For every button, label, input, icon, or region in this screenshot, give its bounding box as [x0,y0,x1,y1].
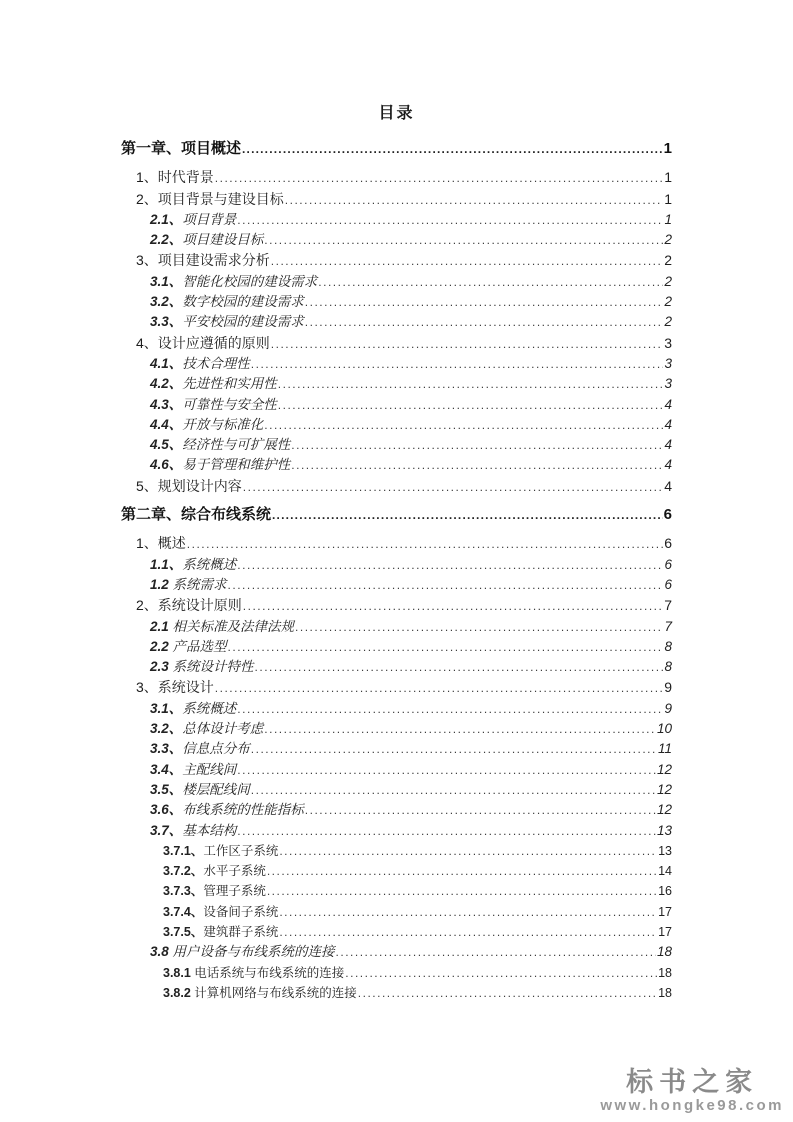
dot-leader [264,415,663,435]
toc-entry-label [150,395,277,415]
toc-entry-number: 1、 [136,169,158,186]
toc-entry-text: 时代背景 [157,169,214,186]
toc-entry-number: 1、 [136,535,158,552]
dot-leader [279,902,657,922]
toc-entry-label [163,922,278,942]
toc-entry-page-number: 3 [664,355,672,371]
toc-entry[interactable] [121,861,672,881]
toc-entry-text: 项目建设需求分析 [157,252,270,269]
dot-leader [318,272,663,292]
toc-entry[interactable] [121,435,672,455]
toc-entry-number: 3.7.2、 [163,864,204,879]
toc-entry[interactable] [121,354,672,374]
toc-entry[interactable] [121,292,672,312]
toc-title: 目录 [378,105,415,122]
toc-entry-number: 3.7.3、 [163,884,204,899]
dot-leader [278,395,664,415]
toc-entry-text: 设计应遵循的原则 [157,334,270,351]
toc-entry-text: 电话系统与布线系统的连接 [194,965,345,980]
toc-entry[interactable] [121,657,672,677]
toc-entry-label [150,374,277,394]
toc-entry-label [150,942,335,962]
toc-entry-label [150,292,304,312]
dot-leader [267,881,657,901]
dot-leader [279,922,657,942]
toc-entry-page-number: 4 [664,437,672,453]
dot-leader [267,861,657,881]
toc-entry-label [150,455,290,475]
toc-entry-label [150,272,317,292]
toc-entry-page-number: 4 [664,477,672,494]
toc-entry-text: 布线系统的性能指标 [182,802,304,818]
toc-entry-number: 3.8.2 [163,985,195,1000]
toc-entry-page-number: 17 [658,924,672,939]
toc-entry-page-number: 1 [664,169,672,186]
dot-leader [237,555,663,575]
toc-entry[interactable] [121,505,672,525]
toc-entry[interactable] [121,800,672,820]
toc-entry-page-number: 13 [656,822,672,838]
toc-entry-text: 开放与标准化 [182,416,264,432]
toc-entry-page-number: 12 [656,761,672,777]
toc-entry[interactable] [121,167,672,188]
toc-entry-page-number: 18 [658,965,672,980]
toc-entry-page-number: 1 [664,190,672,207]
toc-entry-number: 4.1、 [150,355,183,371]
toc-entry-page-number: 6 [664,576,672,592]
dot-leader [215,167,663,188]
dot-leader [255,657,664,677]
toc-entry-label [136,476,242,496]
toc-entry-page-number: 8 [664,659,672,675]
toc-entry-text: 主配线间 [182,761,237,777]
toc-entry-page-number: 4 [664,416,672,432]
toc-entry-page-number: 1 [663,140,672,157]
toc-entry-page-number: 14 [658,864,672,879]
toc-entry-label [163,902,278,922]
toc-entry[interactable] [121,455,672,475]
toc-entry-label: 第二章、综合布线系统 [121,506,272,524]
toc-entry-text: 经济性与可扩展性 [182,437,291,453]
toc-entry-number: 3.2、 [150,294,183,310]
toc-entry[interactable] [121,821,672,841]
toc-entry-page-number: 2 [664,252,672,269]
toc-entry-page-number: 11 [657,741,672,757]
toc-entry-text: 系统概述 [182,556,237,572]
toc-entry[interactable] [121,210,672,230]
toc-entry-page-number: 10 [656,721,672,737]
toc-entry-label [150,699,236,719]
toc-entry-label [163,841,278,861]
dot-leader [215,677,663,698]
toc-entry-number: 3.1、 [150,700,183,716]
dot-leader [242,139,663,159]
toc-entry-number: 2.1 [150,618,173,634]
toc-entry-text: 工作区子系统 [203,843,279,858]
toc-entry-label [150,637,227,657]
toc-entry-label [150,800,304,820]
toc-entry[interactable] [121,555,672,575]
toc-entry-number: 2.3 [150,659,173,675]
toc-entry[interactable] [121,189,672,210]
toc-entry-page-number: 6 [664,556,672,572]
toc-entry-text: 水平子系统 [203,864,266,879]
toc-entry-label [136,167,214,187]
toc-entry[interactable] [121,272,672,292]
toc-entry-page-number: 16 [658,884,672,899]
toc-entry-number: 2、 [136,190,158,207]
toc-entry[interactable] [121,476,672,497]
toc-entry[interactable] [121,595,672,616]
toc-entry-label [150,555,236,575]
toc-entry[interactable] [121,881,672,901]
dot-leader [251,739,657,759]
toc-entry-label [136,533,186,553]
toc-entry-number: 3.7.1、 [163,843,204,858]
toc-entry-text: 数字校园的建设需求 [182,294,304,310]
toc-entry-page-number: 1 [664,211,672,227]
toc-entry-page-number: 9 [664,679,672,696]
dot-leader [251,354,664,374]
toc-entry[interactable] [121,575,672,595]
toc-entry[interactable] [121,677,672,698]
toc-entry-label [163,861,266,881]
toc-entry-number: 3.3、 [150,314,183,330]
toc-entry[interactable] [121,374,672,394]
toc-entry-page-number: 4 [664,457,672,473]
toc-entry-number: 3、 [136,252,158,269]
toc-entry-text: 系统概述 [182,700,237,716]
dot-leader [251,780,656,800]
toc-entry-label [163,983,357,1003]
dot-leader [345,963,657,983]
dot-leader [278,374,664,394]
dot-leader [237,210,663,230]
toc-entry-label [150,719,263,739]
toc-entry-number: 3.8.1 [163,965,195,980]
toc-entry-label [150,312,304,332]
toc-entry-text: 信息点分布 [182,741,250,757]
toc-entry[interactable] [121,230,672,250]
toc-entry-label [150,575,227,595]
dot-leader [243,476,663,497]
toc-entry[interactable] [121,963,672,983]
toc-entry[interactable] [121,983,672,1003]
toc-list [0,139,793,1003]
toc-entry-label [163,963,344,983]
toc-entry-number: 3、 [136,679,158,696]
toc-entry[interactable] [121,617,672,637]
toc-entry-number: 3.5、 [150,781,183,797]
toc-entry-text: 产品选型 [172,638,227,654]
dot-leader [264,230,663,250]
toc-entry[interactable] [121,333,672,354]
dot-leader [271,250,663,271]
toc-entry-page-number: 2 [664,314,672,330]
dot-leader [237,760,656,780]
toc-entry-text: 系统设计原则 [157,597,242,614]
dot-leader [228,575,664,595]
dot-leader [305,312,664,332]
dot-leader [243,595,663,616]
dot-leader [285,189,663,210]
toc-entry-page-number: 6 [663,506,672,524]
toc-entry-number: 4.6、 [150,457,183,473]
toc-entry-label: 第一章、项目概述 [121,140,242,157]
toc-entry-text: 总体设计考虑 [182,721,264,737]
toc-entry[interactable] [121,699,672,719]
toc-entry-page-number: 3 [664,376,672,392]
toc-entry-number: 4.5、 [150,437,183,453]
toc-entry-label [136,333,270,353]
toc-entry-text: 项目建设目标 [182,232,264,248]
toc-entry-text: 概述 [157,535,186,552]
toc-entry-page-number: 3 [664,334,672,351]
dot-leader [295,617,663,637]
toc-entry-text: 可靠性与安全性 [182,396,277,412]
toc-entry-number: 3.4、 [150,761,183,777]
dot-leader [264,719,656,739]
toc-entry-number: 3.1、 [150,273,183,289]
dot-leader [187,533,663,554]
dot-leader [237,821,656,841]
toc-entry-label [150,435,290,455]
toc-entry-label [150,760,236,780]
toc-entry-number: 4、 [136,334,158,351]
toc-entry[interactable] [121,739,672,759]
toc-entry-text: 设备间子系统 [203,904,279,919]
dot-leader [272,505,663,525]
toc-entry-label [150,739,250,759]
dot-leader [228,637,664,657]
toc-entry-page-number: 2 [664,294,672,310]
toc-entry-label [150,415,263,435]
toc-entry-label [136,677,214,697]
toc-entry[interactable] [121,942,672,962]
toc-entry[interactable] [121,312,672,332]
toc-entry-page-number: 13 [658,843,672,858]
toc-entry-number: 3.7.4、 [163,904,204,919]
watermark-url: www.hongke98.com [600,1097,784,1114]
toc-entry-text: 计算机网络与布线系统的连接 [194,985,357,1000]
toc-entry-number: 1.2 [150,576,173,592]
toc-entry[interactable] [121,760,672,780]
dot-leader [237,699,663,719]
toc-entry-page-number: 4 [664,396,672,412]
toc-entry-label [136,595,242,615]
toc-entry-text: 系统需求 [172,576,227,592]
toc-entry-text: 系统设计特性 [172,659,254,675]
toc-entry-text: 先进性和实用性 [182,376,277,392]
toc-entry-text: 楼层配线间 [182,781,250,797]
toc-entry[interactable] [121,533,672,554]
dot-leader [291,435,663,455]
watermark-brand: 标书之家 [626,1067,759,1097]
toc-entry-page-number: 2 [664,273,672,289]
toc-entry[interactable] [121,902,672,922]
toc-entry-number: 2.1、 [150,211,183,227]
toc-entry[interactable] [121,719,672,739]
toc-entry-page-number: 7 [664,597,672,614]
toc-entry-label [150,230,263,250]
toc-entry-text: 管理子系统 [203,884,266,899]
toc-entry-text: 平安校园的建设需求 [182,314,304,330]
toc-entry-page-number: 2 [664,232,672,248]
toc-entry-text: 相关标准及法律法规 [172,618,295,634]
toc-entry-page-number: 18 [656,944,672,960]
toc-entry[interactable] [121,922,672,942]
toc-entry-page-number: 17 [658,904,672,919]
toc-entry-page-number: 12 [656,802,672,818]
toc-entry-page-number: 8 [664,638,672,654]
toc-entry[interactable] [121,780,672,800]
toc-entry[interactable] [121,637,672,657]
toc-entry-label [150,617,294,637]
toc-entry-text: 系统设计 [157,679,214,696]
toc-entry-page-number: 7 [664,618,672,634]
toc-entry-label [150,210,236,230]
toc-entry-number: 3.6、 [150,802,183,818]
toc-entry[interactable] [121,139,672,159]
toc-entry-number: 2、 [136,597,158,614]
toc-entry[interactable] [121,415,672,435]
toc-entry-number: 3.7.5、 [163,924,204,939]
toc-entry-text: 易于管理和维护性 [182,457,291,473]
toc-entry-text: 建筑群子系统 [203,924,279,939]
toc-entry-page-number: 6 [664,535,672,552]
toc-entry-label [136,189,284,209]
toc-entry-text: 项目背景与建设目标 [157,190,284,207]
dot-leader [358,983,657,1003]
toc-entry-page-number: 9 [664,700,672,716]
toc-entry-number: 3.2、 [150,721,183,737]
toc-entry-text: 智能化校园的建设需求 [182,273,318,289]
toc-entry-label [136,250,270,270]
toc-entry-number: 2.2、 [150,232,183,248]
toc-entry-number: 4.3、 [150,396,183,412]
dot-leader [291,455,663,475]
toc-entry-label [150,780,250,800]
toc-entry-text: 基本结构 [182,822,237,838]
toc-entry-text: 规划设计内容 [157,477,242,494]
toc-entry-label [150,657,254,677]
dot-leader [271,333,663,354]
toc-entry-page-number: 18 [658,985,672,1000]
toc-entry-text: 项目背景 [182,211,237,227]
toc-entry-number: 3.3、 [150,741,183,757]
toc-entry-number: 4.2、 [150,376,183,392]
toc-entry-text: 用户设备与布线系统的连接 [172,944,335,960]
dot-leader [336,942,656,962]
toc-entry-number: 3.7、 [150,822,183,838]
toc-entry-page-number: 12 [656,781,672,797]
toc-entry-label [163,881,266,901]
toc-entry-number: 4.4、 [150,416,183,432]
toc-entry-label [150,354,250,374]
toc-entry-number: 3.8 [150,944,173,960]
toc-entry-label [150,821,236,841]
toc-entry-number: 2.2 [150,638,173,654]
toc-entry[interactable] [121,250,672,271]
toc-entry-text: 技术合理性 [182,355,250,371]
toc-entry-number: 5、 [136,477,158,494]
watermark [600,1067,784,1114]
toc-entry-number: 1.1、 [150,556,183,572]
toc-entry[interactable] [121,395,672,415]
dot-leader [305,800,656,820]
dot-leader [305,292,664,312]
dot-leader [279,841,657,861]
toc-entry[interactable] [121,841,672,861]
